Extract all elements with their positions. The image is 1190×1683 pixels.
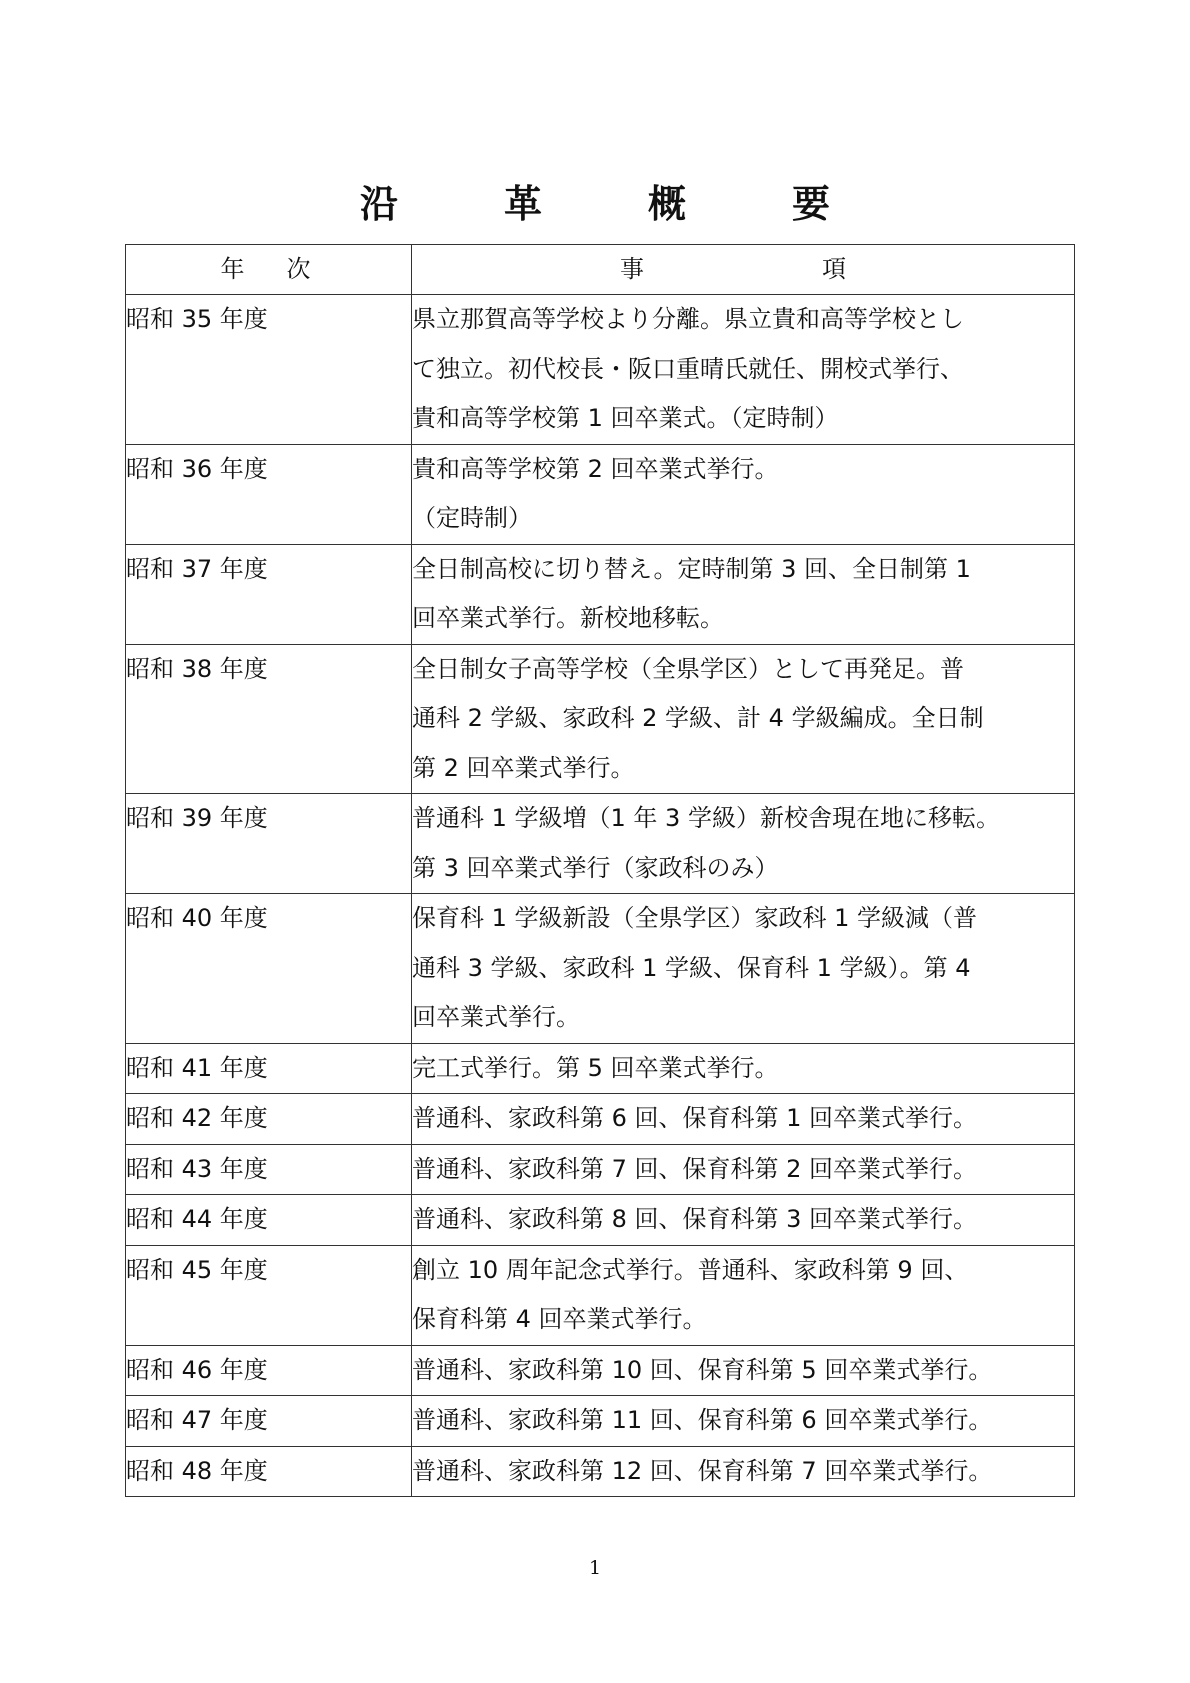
event-line: 保育科第 4 回卒業式挙行。 — [412, 1305, 707, 1333]
event-cell — [412, 295, 1075, 445]
table-row — [126, 1195, 1075, 1246]
history-table — [125, 244, 1075, 1497]
event-line: 普通科、家政科第 12 回、保育科第 7 回卒業式挙行。 — [412, 1456, 993, 1485]
header-event-char: 事 — [620, 255, 644, 283]
event-line: 普通科、家政科第 8 回、保育科第 3 回卒業式挙行。 — [412, 1205, 978, 1233]
event-cell — [412, 894, 1075, 1044]
table-row — [126, 1043, 1075, 1094]
year-cell: 昭和 40 年度 — [126, 894, 412, 1044]
event-line: 第 2 回卒業式挙行。 — [412, 753, 635, 782]
year-cell: 昭和 42 年度 — [126, 1094, 412, 1145]
event-line: 全日制高校に切り替え。定時制第 3 回、全日制第 1 — [412, 554, 971, 583]
year-cell: 昭和 36 年度 — [126, 444, 412, 544]
table-row — [126, 894, 1075, 1044]
header-year — [126, 245, 412, 295]
year-cell: 昭和 46 年度 — [126, 1345, 412, 1396]
event-line: 完工式挙行。第 5 回卒業式挙行。 — [412, 1053, 779, 1082]
event-line: 回卒業式挙行。新校地移転。 — [412, 604, 724, 632]
event-line: 第 3 回卒業式挙行（家政科のみ） — [412, 853, 779, 882]
table-row — [126, 295, 1075, 445]
event-line: 県立那賀高等学校より分離。県立貴和高等学校とし — [412, 305, 964, 333]
year-cell: 昭和 37 年度 — [126, 544, 412, 644]
table-row — [126, 1245, 1075, 1345]
title-char: 革 — [503, 182, 542, 226]
event-line: 回卒業式挙行。 — [412, 1003, 580, 1031]
title-char: 沿 — [359, 182, 398, 226]
table-row — [126, 644, 1075, 794]
event-line: 貴和高等学校第 1 回卒業式。（定時制） — [412, 404, 839, 432]
title-char: 概 — [647, 182, 686, 226]
event-cell — [412, 544, 1075, 644]
event-cell — [412, 1094, 1075, 1145]
table-row — [126, 444, 1075, 544]
event-cell — [412, 794, 1075, 894]
event-line: て独立。初代校長・阪口重晴氏就任、開校式挙行、 — [412, 354, 964, 383]
table-row — [126, 794, 1075, 894]
event-line: （定時制） — [412, 504, 532, 532]
year-cell: 昭和 35 年度 — [126, 295, 412, 445]
event-cell — [412, 1144, 1075, 1195]
year-cell: 昭和 47 年度 — [126, 1396, 412, 1447]
event-line: 普通科、家政科第 7 回、保育科第 2 回卒業式挙行。 — [412, 1154, 978, 1183]
event-cell — [412, 1396, 1075, 1447]
title-char: 要 — [791, 182, 830, 226]
table-header-row — [126, 245, 1075, 295]
event-line: 創立 10 周年記念式挙行。普通科、家政科第 9 回、 — [412, 1255, 969, 1284]
table-row — [126, 1094, 1075, 1145]
header-year-char: 年 — [220, 255, 245, 283]
page-number: 1 — [588, 1557, 602, 1579]
event-cell — [412, 644, 1075, 794]
header-event-char: 項 — [822, 255, 846, 283]
event-cell — [412, 444, 1075, 544]
header-event — [412, 245, 1075, 295]
history-body — [126, 295, 1075, 1497]
year-cell: 昭和 41 年度 — [126, 1043, 412, 1094]
table-row — [126, 544, 1075, 644]
event-line: 普通科 1 学級増（1 年 3 学級）新校舎現在地に移転。 — [412, 804, 1000, 832]
event-line: 保育科 1 学級新設（全県学区）家政科 1 学級減（普 — [412, 904, 978, 932]
event-cell — [412, 1195, 1075, 1246]
event-line: 普通科、家政科第 10 回、保育科第 5 回卒業式挙行。 — [412, 1355, 993, 1384]
year-cell: 昭和 44 年度 — [126, 1195, 412, 1246]
page-title — [0, 176, 1190, 232]
year-cell: 昭和 48 年度 — [126, 1446, 412, 1497]
event-line: 通科 2 学級、家政科 2 学級、計 4 学級編成。全日制 — [412, 704, 984, 732]
event-line: 全日制女子高等学校（全県学区）として再発足。普 — [412, 654, 964, 683]
event-cell — [412, 1043, 1075, 1094]
event-cell — [412, 1446, 1075, 1497]
header-year-char: 次 — [286, 255, 311, 283]
event-cell — [412, 1245, 1075, 1345]
event-line: 通科 3 学級、家政科 1 学級、保育科 1 学級）。第 4 — [412, 953, 971, 982]
year-cell: 昭和 38 年度 — [126, 644, 412, 794]
table-row — [126, 1396, 1075, 1447]
table-row — [126, 1345, 1075, 1396]
event-line: 普通科、家政科第 11 回、保育科第 6 回卒業式挙行。 — [412, 1406, 993, 1434]
year-cell: 昭和 45 年度 — [126, 1245, 412, 1345]
year-cell: 昭和 43 年度 — [126, 1144, 412, 1195]
event-line: 普通科、家政科第 6 回、保育科第 1 回卒業式挙行。 — [412, 1104, 978, 1132]
table-row — [126, 1144, 1075, 1195]
table-row — [126, 1446, 1075, 1497]
year-cell: 昭和 39 年度 — [126, 794, 412, 894]
event-line: 貴和高等学校第 2 回卒業式挙行。 — [412, 454, 779, 483]
event-cell — [412, 1345, 1075, 1396]
